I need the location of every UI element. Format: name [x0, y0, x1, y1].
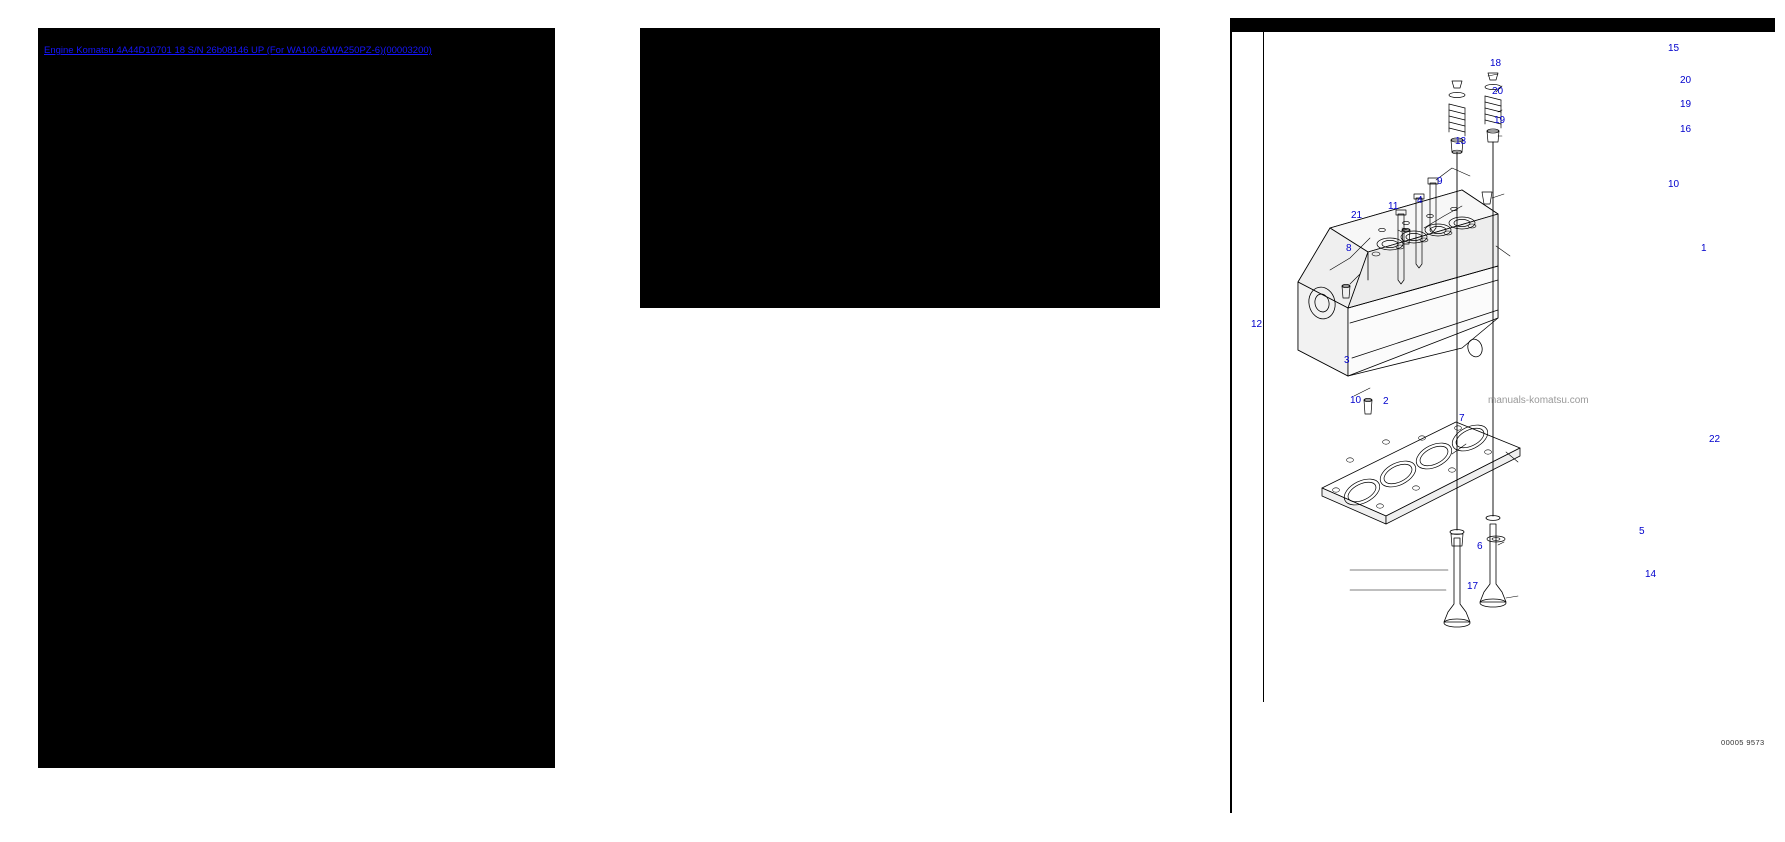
left-image-placeholder	[38, 28, 555, 768]
callout-18: 18	[1490, 58, 1502, 69]
document-title-link[interactable]: Engine Komatsu 4A44D10701 18 S/N 26b08146 UP (For WA100-6/WA250PZ-6)(00003200)	[44, 45, 432, 56]
callout-19: 19	[1494, 115, 1506, 126]
callout-17: 17	[1467, 581, 1479, 592]
callout-14: 14	[1645, 569, 1657, 580]
callout-1: 1	[1701, 243, 1707, 254]
callout-7: 7	[1459, 413, 1465, 424]
callout-10-right: 10	[1668, 179, 1680, 190]
callout-22: 22	[1709, 434, 1721, 445]
middle-image-placeholder	[640, 28, 1160, 308]
callout-5: 5	[1639, 526, 1645, 537]
callout-20-right: 20	[1680, 75, 1692, 86]
callout-4: 4	[1417, 195, 1423, 206]
callout-21: 21	[1351, 210, 1363, 221]
callout-2: 2	[1383, 396, 1389, 407]
callout-6: 6	[1477, 541, 1483, 552]
callout-9: 9	[1437, 176, 1443, 187]
callout-3: 3	[1344, 355, 1350, 366]
callout-8: 8	[1346, 243, 1352, 254]
callout-20: 20	[1492, 86, 1504, 97]
watermark-text: manuals-komatsu.com	[1488, 395, 1589, 406]
callout-11: 11	[1388, 201, 1399, 212]
callout-15: 15	[1668, 43, 1680, 54]
callout-12: 12	[1251, 319, 1263, 330]
callout-13: 13	[1455, 136, 1467, 147]
figure-code: 00005 9573	[1721, 738, 1765, 747]
callout-16: 16	[1680, 124, 1692, 135]
callout-10: 10	[1350, 395, 1362, 406]
cylinder-head-assembly-drawing	[1230, 18, 1775, 828]
callout-19-right: 19	[1680, 99, 1692, 110]
